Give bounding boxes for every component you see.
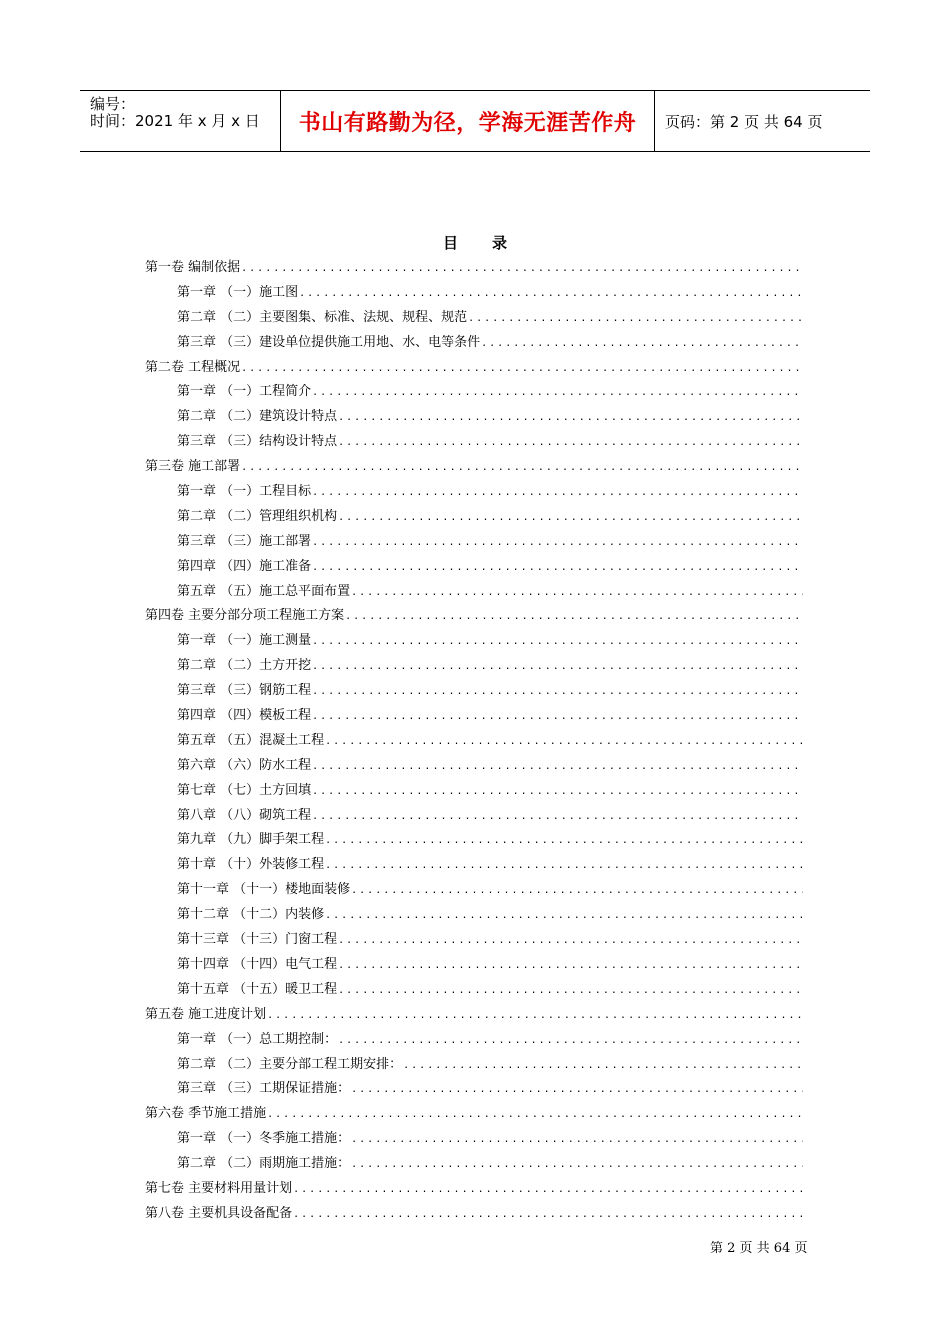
toc-leader-dots — [338, 960, 803, 971]
toc-leader-dots — [468, 313, 803, 324]
toc-leader-dots — [267, 1109, 803, 1120]
page-footer: 第 2 页 共 64 页 — [710, 1241, 808, 1256]
toc-chapter-entry[interactable] — [145, 779, 803, 804]
toc-chapter-entry[interactable] — [145, 331, 803, 356]
toc-entry-text: 第四章 （四）施工准备 — [177, 558, 312, 574]
toc-leader-dots — [312, 661, 803, 672]
toc-entry-text: 第八章 （八）砌筑工程 — [177, 807, 312, 823]
toc-entry-text: 第二卷 工程概况 — [145, 359, 241, 375]
toc-leader-dots — [312, 786, 803, 797]
toc-entry-text: 第一章 （一）施工图 — [177, 284, 299, 300]
toc-leader-dots — [403, 1060, 803, 1071]
toc-leader-dots — [338, 512, 803, 523]
toc-entry-text: 第十五章 （十五）暖卫工程 — [177, 981, 338, 997]
header-motto: 书山有路勤为径，学海无涯苦作舟 — [298, 110, 637, 136]
toc-leader-dots — [293, 1209, 803, 1220]
toc-leader-dots — [338, 985, 803, 996]
toc-leader-dots — [351, 1159, 803, 1170]
toc-leader-dots — [312, 562, 803, 573]
toc-entry-text: 第一章 （一）总工期控制： — [177, 1031, 338, 1047]
toc-entry-text: 第三章 （三）钢筋工程 — [177, 683, 312, 699]
toc-leader-dots — [312, 537, 803, 548]
toc-entry-text: 第四卷 主要分部分项工程施工方案 — [145, 608, 345, 624]
toc-chapter-entry[interactable] — [145, 1077, 803, 1102]
toc-title-char: 录 — [492, 234, 508, 252]
toc-chapter-entry[interactable] — [145, 853, 803, 878]
toc-entry-text: 第四章 （四）模板工程 — [177, 708, 312, 724]
toc-chapter-entry[interactable] — [145, 380, 803, 405]
toc-chapter-entry[interactable] — [145, 1127, 803, 1152]
toc-leader-dots — [312, 686, 803, 697]
toc-chapter-entry[interactable] — [145, 480, 803, 505]
toc-chapter-entry[interactable] — [145, 679, 803, 704]
toc-entry-text: 第三章 （三）工期保证措施： — [177, 1081, 351, 1097]
toc-entry-text: 第七卷 主要材料用量计划 — [145, 1180, 293, 1196]
toc-chapter-entry[interactable] — [145, 1152, 803, 1177]
toc-entry-text: 第二章 （二）主要分部工程工期安排： — [177, 1056, 403, 1072]
toc-chapter-entry[interactable] — [145, 804, 803, 829]
toc-leader-dots — [325, 910, 803, 921]
toc-leader-dots — [299, 288, 803, 299]
toc-chapter-entry[interactable] — [145, 430, 803, 455]
toc-volume-entry[interactable] — [145, 1202, 803, 1227]
document-time-label: 时间：2021 年 x 月 x 日 — [90, 112, 260, 130]
toc-entry-text: 第十一章 （十一）楼地面装修 — [177, 882, 351, 898]
toc-leader-dots — [241, 263, 803, 274]
toc-chapter-entry[interactable] — [145, 978, 803, 1003]
toc-entry-text: 第一章 （一）工程目标 — [177, 484, 312, 500]
toc-leader-dots — [351, 1084, 803, 1095]
header-page-label: 页码：第 2 页 共 64 页 — [665, 112, 823, 131]
toc-chapter-entry[interactable] — [145, 306, 803, 331]
page-header — [80, 90, 870, 152]
toc-chapter-entry[interactable] — [145, 654, 803, 679]
toc-volume-entry[interactable] — [145, 1003, 803, 1028]
toc-chapter-entry[interactable] — [145, 928, 803, 953]
toc-volume-entry[interactable] — [145, 604, 803, 629]
toc-leader-dots — [338, 412, 803, 423]
toc-chapter-entry[interactable] — [145, 580, 803, 605]
toc-entry-text: 第一卷 编制依据 — [145, 260, 241, 275]
toc-chapter-entry[interactable] — [145, 1028, 803, 1053]
toc-leader-dots — [312, 711, 803, 722]
toc-entry-text: 第三章 （三）结构设计特点 — [177, 434, 338, 450]
toc-entry-text: 第二章 （二）土方开挖 — [177, 658, 312, 674]
toc-leader-dots — [312, 811, 803, 822]
toc-chapter-entry[interactable] — [145, 878, 803, 903]
toc-leader-dots — [241, 363, 803, 374]
toc-entry-text: 第五章 （五）施工总平面布置 — [177, 583, 351, 599]
toc-entry-text: 第二章 （二）雨期施工措施： — [177, 1156, 351, 1172]
toc-leader-dots — [351, 587, 803, 598]
toc-leader-dots — [312, 487, 803, 498]
toc-entry-text: 第三章 （三）建设单位提供施工用地、水、电等条件 — [177, 334, 481, 350]
toc-entry-text: 第二章 （二）管理组织机构 — [177, 508, 338, 524]
header-page-cell — [655, 91, 870, 151]
toc-chapter-entry[interactable] — [145, 530, 803, 555]
toc-chapter-entry[interactable] — [145, 555, 803, 580]
toc-leader-dots — [241, 462, 803, 473]
toc-entry-text: 第六章 （六）防水工程 — [177, 757, 312, 773]
toc-entry-text: 第七章 （七）土方回填 — [177, 782, 312, 798]
toc-chapter-entry[interactable] — [145, 953, 803, 978]
toc-leader-dots — [267, 1010, 803, 1021]
toc-leader-dots — [345, 611, 803, 622]
toc-volume-entry[interactable] — [145, 1102, 803, 1127]
toc-leader-dots — [338, 437, 803, 448]
toc-entry-text: 第十四章 （十四）电气工程 — [177, 956, 338, 972]
toc-chapter-entry[interactable] — [145, 281, 803, 306]
header-meta-cell — [80, 91, 281, 151]
toc-entry-text: 第十二章 （十二）内装修 — [177, 907, 325, 923]
header-motto-cell — [281, 91, 655, 151]
toc-chapter-entry[interactable] — [145, 729, 803, 754]
toc-leader-dots — [325, 860, 803, 871]
toc-volume-entry[interactable] — [145, 455, 803, 480]
toc-entry-text: 第二章 （二）建筑设计特点 — [177, 409, 338, 425]
toc-chapter-entry[interactable] — [145, 704, 803, 729]
toc-entry-text: 第十章 （十）外装修工程 — [177, 857, 325, 873]
toc-chapter-entry[interactable] — [145, 405, 803, 430]
toc-entry-text: 第十三章 （十三）门窗工程 — [177, 932, 338, 948]
document-number-label: 编号： — [90, 95, 136, 113]
toc-entry-text: 第五章 （五）混凝土工程 — [177, 732, 325, 748]
toc-leader-dots — [325, 835, 803, 846]
toc-volume-entry[interactable] — [145, 1177, 803, 1202]
toc-entry-text: 第三章 （三）施工部署 — [177, 533, 312, 549]
toc-chapter-entry[interactable] — [145, 903, 803, 928]
toc-title — [0, 232, 950, 253]
toc-chapter-entry[interactable] — [145, 1053, 803, 1078]
toc-chapter-entry[interactable] — [145, 828, 803, 853]
toc-leader-dots — [351, 885, 803, 896]
toc-chapter-entry[interactable] — [145, 629, 803, 654]
toc-leader-dots — [481, 338, 803, 349]
toc-leader-dots — [351, 1134, 803, 1145]
toc-entry-text: 第一章 （一）冬季施工措施： — [177, 1131, 351, 1147]
toc-entry-text: 第二章 （二）主要图集、标准、法规、规程、规范 — [177, 309, 468, 325]
toc-volume-entry[interactable] — [145, 256, 803, 281]
toc-volume-entry[interactable] — [145, 356, 803, 381]
toc-leader-dots — [325, 736, 803, 747]
toc-leader-dots — [312, 761, 803, 772]
toc-entry-text: 第八卷 主要机具设备配备 — [145, 1205, 293, 1221]
toc-leader-dots — [312, 387, 803, 398]
table-of-contents — [145, 256, 803, 1227]
toc-entry-text: 第五卷 施工进度计划 — [145, 1006, 267, 1022]
toc-entry-text: 第一章 （一）施工测量 — [177, 633, 312, 649]
toc-title-char: 目 — [442, 234, 458, 252]
toc-leader-dots — [293, 1184, 803, 1195]
toc-entry-text: 第三卷 施工部署 — [145, 459, 241, 475]
toc-entry-text: 第一章 （一）工程简介 — [177, 384, 312, 400]
toc-entry-text: 第六卷 季节施工措施 — [145, 1106, 267, 1122]
toc-leader-dots — [338, 935, 803, 946]
toc-chapter-entry[interactable] — [145, 754, 803, 779]
toc-entry-text: 第九章 （九）脚手架工程 — [177, 832, 325, 848]
toc-leader-dots — [312, 636, 803, 647]
toc-chapter-entry[interactable] — [145, 505, 803, 530]
toc-leader-dots — [338, 1035, 803, 1046]
